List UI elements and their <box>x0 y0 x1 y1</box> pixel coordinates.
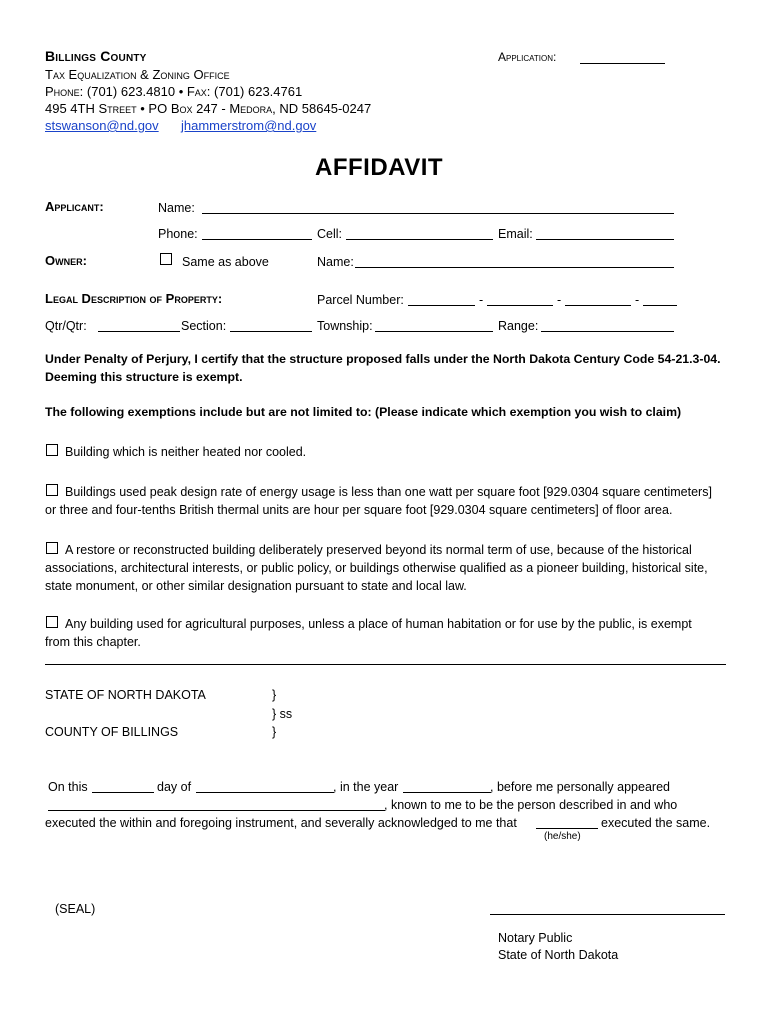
in-the-year-label: , in the year <box>333 780 399 794</box>
exemption-1-text: Building which is neither heated nor cooled. <box>65 445 307 459</box>
parcel-field-3[interactable] <box>565 305 631 306</box>
parcel-number-label: Parcel Number: <box>317 293 404 307</box>
office-name: Tax Equalization & Zoning Office <box>45 67 230 82</box>
address-line: 495 4TH Street • PO Box 247 - Medora, ND 58645-0247 <box>45 101 372 116</box>
notary-signature-field[interactable] <box>490 914 725 915</box>
section-field[interactable] <box>230 331 312 332</box>
township-field[interactable] <box>375 331 493 332</box>
exemption-4-text-line-1: Any building used for agricultural purposes, unless a place of human habitation or for use by the public, is exempt <box>65 617 692 631</box>
appeared-person-field[interactable] <box>48 810 385 811</box>
year-field[interactable] <box>403 792 491 793</box>
brace-3: } <box>272 725 277 739</box>
exemption-2-text-line-1: Buildings used peak design rate of energy usage is less than one watt per square foot [929.0304 square centimeters] <box>65 485 712 499</box>
before-me-label: , before me personally appeared <box>490 780 670 794</box>
exemption-2-checkbox[interactable] <box>46 484 58 496</box>
he-she-hint: (he/she) <box>544 831 581 842</box>
executed-same-label: executed the same. <box>601 816 711 830</box>
notary-public-label: Notary Public <box>498 931 573 945</box>
exemptions-intro: The following exemptions include but are not limited to: (Please indicate which exemption you wish to claim) <box>45 405 682 419</box>
owner-name-field[interactable] <box>355 267 674 268</box>
owner-name-label: Name: <box>317 255 354 269</box>
perjury-statement-line-2: Deeming this structure is exempt. <box>45 370 243 384</box>
brace-1: } <box>272 688 277 702</box>
day-of-label: day of <box>157 780 192 794</box>
email-link-2[interactable]: jhammerstrom@nd.gov <box>181 118 317 133</box>
parcel-field-4[interactable] <box>643 305 677 306</box>
exemption-3-text-line-3: state monument, or other similar designation pursuant to state and local law. <box>45 579 467 593</box>
applicant-label: Applicant: <box>45 199 104 214</box>
parcel-dash-3: - <box>635 293 640 307</box>
applicant-name-field[interactable] <box>202 213 674 214</box>
email-link-1[interactable]: stswanson@nd.gov <box>45 118 159 133</box>
parcel-dash-2: - <box>557 293 562 307</box>
exemption-3-text-line-2: associations, architectural interests, or public policy, or buildings otherwise qualified as a pioneer building, historical site, <box>45 561 708 575</box>
same-as-above-label: Same as above <box>182 255 269 269</box>
application-field[interactable] <box>580 63 665 64</box>
applicant-phone-label: Phone: <box>158 227 198 241</box>
applicant-cell-field[interactable] <box>346 239 493 240</box>
county-label: COUNTY OF BILLINGS <box>45 725 179 739</box>
notary-state-label: State of North Dakota <box>498 948 619 962</box>
owner-label: Owner: <box>45 253 87 268</box>
on-this-label: On this <box>48 780 88 794</box>
applicant-name-label: Name: <box>158 201 195 215</box>
perjury-statement-line-1: Under Penalty of Perjury, I certify that the structure proposed falls under the North Dakota Century Code 54-21.3-04. <box>45 352 721 366</box>
month-field[interactable] <box>196 792 334 793</box>
known-to-me-label: , known to me to be the person described in and who <box>384 798 678 812</box>
range-label: Range: <box>498 319 539 333</box>
he-she-field[interactable] <box>536 828 598 829</box>
seal-label: (SEAL) <box>55 902 96 916</box>
legal-description-label: Legal Description of Property: <box>45 291 223 306</box>
applicant-cell-label: Cell: <box>317 227 343 241</box>
executed-within-label: executed the within and foregoing instrument, and severally acknowledged to me that <box>45 816 517 830</box>
exemption-2-text-line-2: or three and four-tenths British thermal units are hour per square foot [929.0304 square centimeters] of floor area. <box>45 503 673 517</box>
parcel-field-2[interactable] <box>487 305 553 306</box>
parcel-dash-1: - <box>479 293 484 307</box>
parcel-field-1[interactable] <box>408 305 475 306</box>
state-label: STATE OF NORTH DAKOTA <box>45 688 206 702</box>
section-label: Section: <box>181 319 227 333</box>
exemption-4-text-line-2: from this chapter. <box>45 635 141 649</box>
applicant-email-field[interactable] <box>536 239 674 240</box>
brace-ss: } ss <box>272 707 293 721</box>
exemption-4-checkbox[interactable] <box>46 616 58 628</box>
application-label: Application: <box>498 50 557 64</box>
applicant-phone-field[interactable] <box>202 239 312 240</box>
county-name: Billings County <box>45 48 147 64</box>
phone-fax-line: Phone: (701) 623.4810 • Fax: (701) 623.4761 <box>45 84 303 99</box>
range-field[interactable] <box>541 331 674 332</box>
exemption-3-text-line-1: A restore or reconstructed building deliberately preserved beyond its normal term of use, because of the historical <box>65 543 692 557</box>
township-label: Township: <box>317 319 373 333</box>
qtr-qtr-field[interactable] <box>98 331 180 332</box>
section-divider <box>45 664 726 665</box>
exemption-1-checkbox[interactable] <box>46 444 58 456</box>
exemption-3-checkbox[interactable] <box>46 542 58 554</box>
day-field[interactable] <box>92 792 154 793</box>
qtr-qtr-label: Qtr/Qtr: <box>45 319 87 333</box>
applicant-email-label: Email: <box>498 227 533 241</box>
page-title: AFFIDAVIT <box>315 154 444 181</box>
same-as-above-checkbox[interactable] <box>160 253 172 265</box>
